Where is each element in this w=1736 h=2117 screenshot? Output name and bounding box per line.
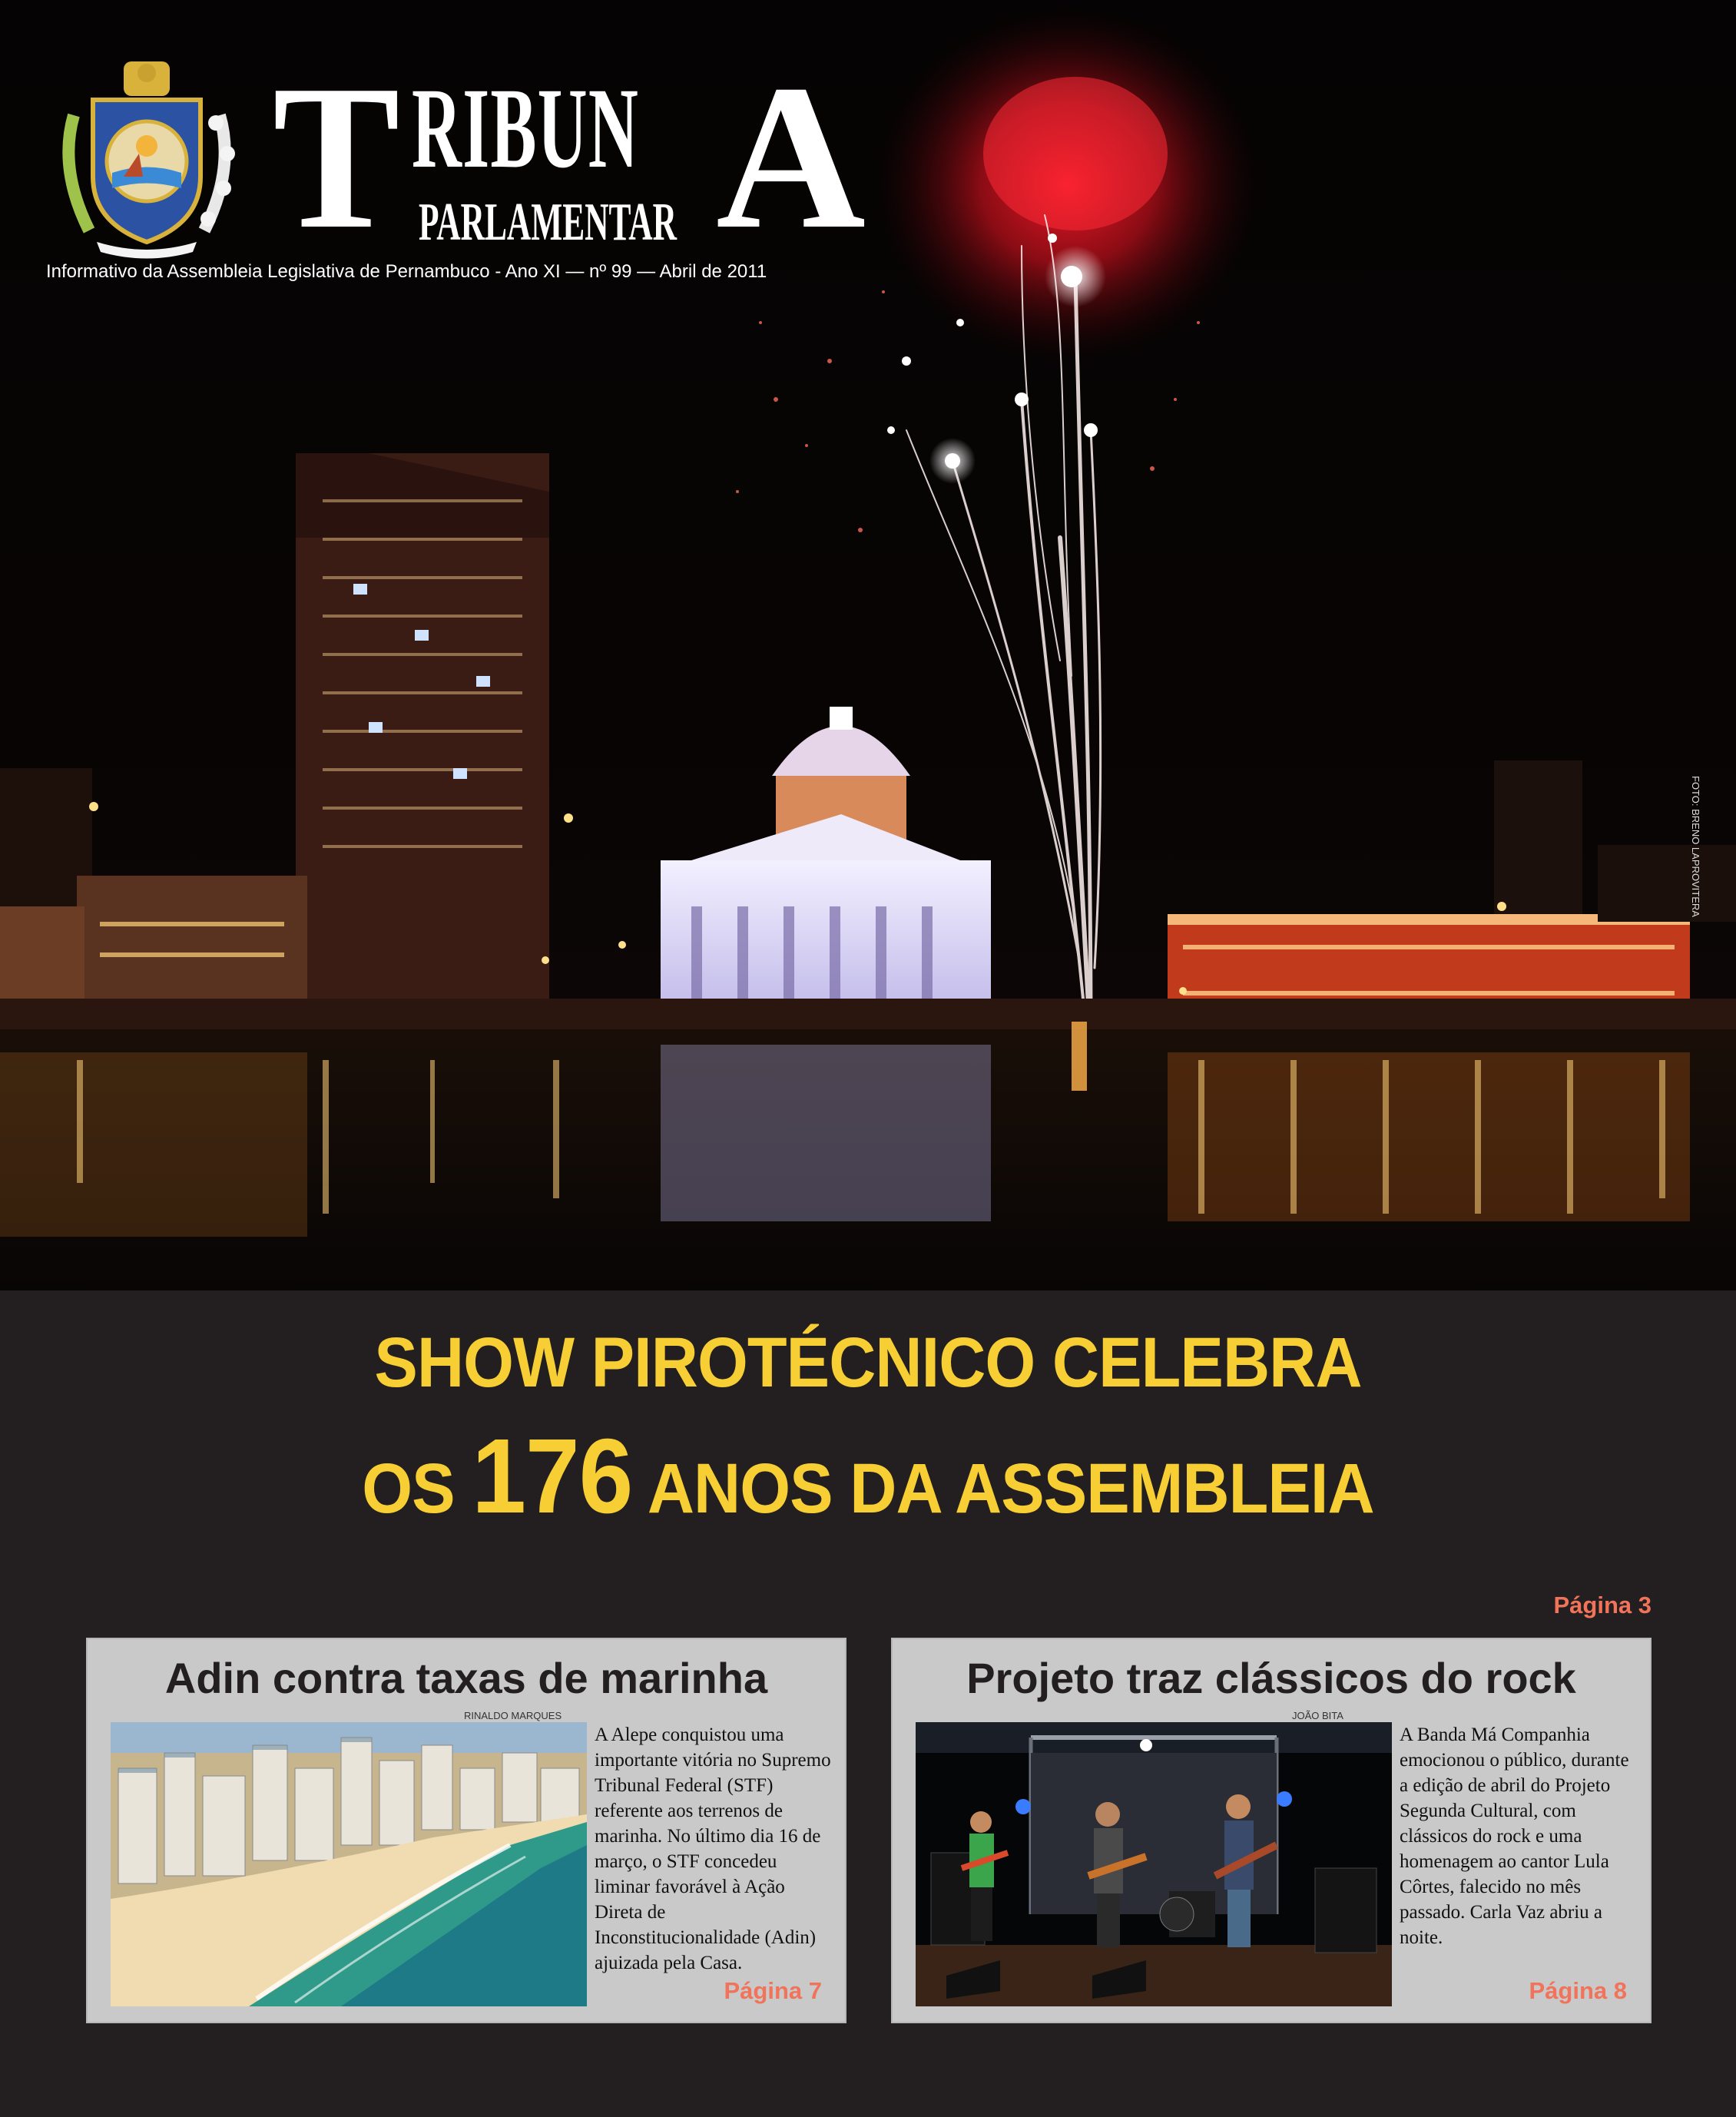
masthead-tagline: Informativo da Assembleia Legislativa de Pernambuco - Ano XI — nº 99 — Abril de 2011 <box>46 261 767 282</box>
story-page-ref[interactable]: Página 8 <box>1529 1977 1627 2004</box>
headline-line-1-text: SHOW PIROTÉCNICO CELEBRA <box>374 1324 1362 1402</box>
cover-headline <box>0 1306 1736 1546</box>
pernambuco-coat-of-arms-icon <box>51 46 243 261</box>
masthead <box>0 0 922 307</box>
masthead-title-middle: RIBUN <box>412 65 640 192</box>
headline-line-2-pre: OS <box>362 1449 472 1528</box>
headline-line-1 <box>69 1306 1666 1420</box>
story-text: A Banda Má Companhia emocionou o público, durante a edição de abril do Projeto Segunda Cultural, com clássicos do rock e uma homenagem ao cantor Lula Côrtes, falecido no mês passado. Carla Vaz abriu a noite. <box>1400 1724 1629 1948</box>
headline-line-2-post: ANOS DA ASSEMBLEIA <box>632 1449 1374 1528</box>
masthead-title-first-letter: T <box>273 42 398 272</box>
story-text: A Alepe conquistou uma importante vitória no Supremo Tribunal Federal (STF) referente aos terrenos de marinha. No último dia 16 de março, o STF concedeu liminar favorável à Ação Direta de Inconstitucionalidade (Adin) ajuizada pela Casa. <box>595 1724 831 1973</box>
masthead-title-last-letter: A <box>716 42 866 272</box>
masthead-subtitle: PARLAMENTAR <box>419 193 677 252</box>
story-photo-credit: RINALDO MARQUES <box>464 1710 562 1721</box>
story-photo-credit: JOÃO BITA <box>1292 1710 1343 1721</box>
story-card-adin[interactable] <box>86 1638 846 2023</box>
rock-band-photo <box>916 1722 1392 2006</box>
cover-page-ref[interactable]: Página 3 <box>1553 1592 1652 1618</box>
story-title: Adin contra taxas de marinha <box>164 1654 768 1702</box>
story-card-rock[interactable] <box>891 1638 1652 2023</box>
beach-skyline-photo <box>111 1722 587 2006</box>
story-page-ref[interactable]: Página 7 <box>724 1977 822 2004</box>
headline-number: 176 <box>472 1417 633 1536</box>
story-title: Projeto traz clássicos do rock <box>966 1654 1576 1702</box>
headline-line-2 <box>69 1417 1666 1546</box>
cover-photo-credit: FOTO: BRENO LAPROVITERA <box>1690 776 1701 917</box>
